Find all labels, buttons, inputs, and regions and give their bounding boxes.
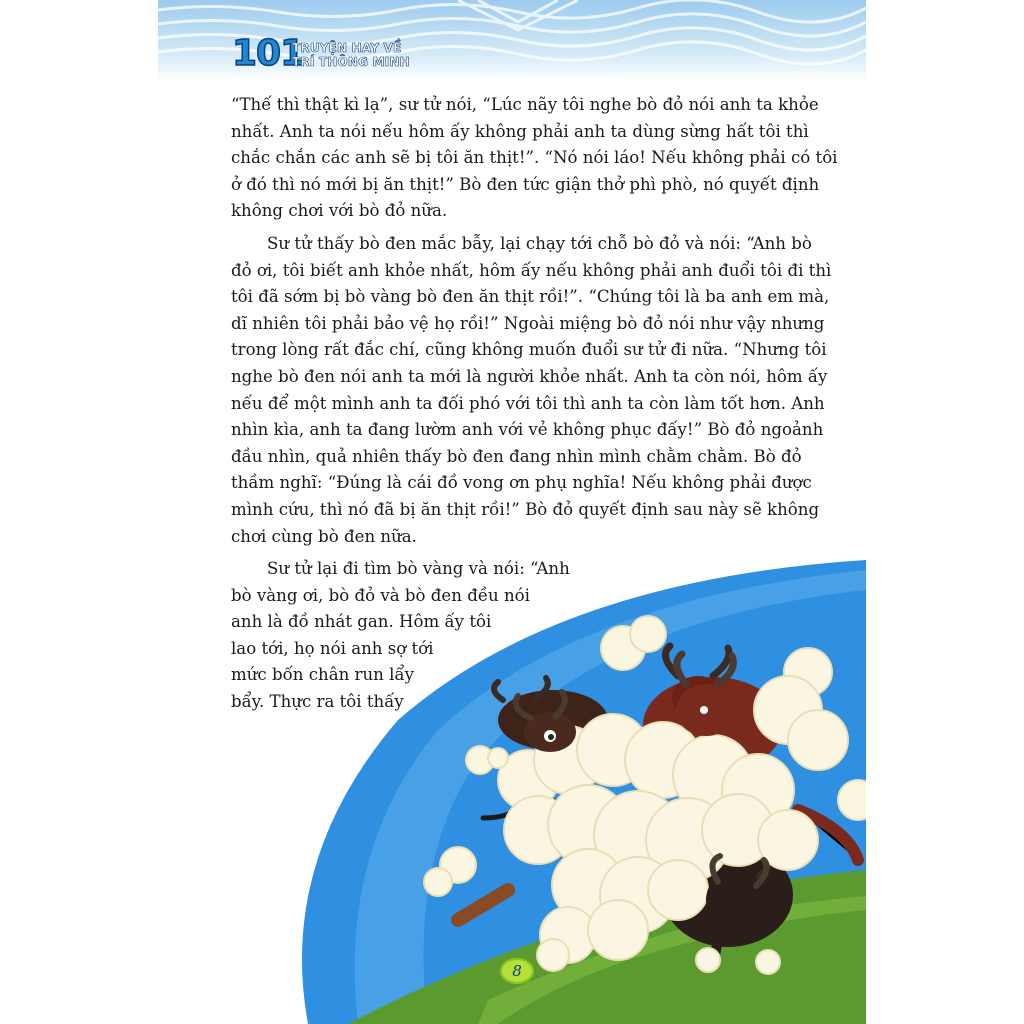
page-number: 8 — [512, 962, 522, 980]
text-line: bẩy. Thực ra tôi thấy — [231, 692, 404, 712]
text-line: nhìn kìa, anh ta đang lườm anh với vẻ không phục đấy!” Bò đỏ ngoảnh — [231, 420, 824, 440]
text-line: đầu nhìn, quả nhiên thấy bò đen đang nhìn mình chằm chằm. Bò đỏ — [231, 446, 802, 466]
text-line: thầm nghĩ: “Đúng là cái đồ vong ơn phụ nghĩa! Nếu không phải được — [231, 473, 812, 493]
text-line: lao tới, họ nói anh sợ tới — [231, 638, 434, 658]
text-line: mình cứu, thì nó đã bị ăn thịt rồi!” Bò đỏ quyết định sau này sẽ không — [231, 499, 820, 519]
paragraph-1 — [231, 92, 838, 225]
series-logo — [232, 34, 432, 78]
text-line: Sư tử thấy bò đen mắc bẫy, lại chạy tới chỗ bò đỏ và nói: “Anh bò — [267, 233, 812, 253]
logo-line-2: TRÍ THÔNG MINH — [292, 55, 410, 69]
text-line: trong lòng rất đắc chí, cũng không muốn đuổi sư tử đi nữa. “Nhưng tôi — [231, 340, 827, 360]
text-line: bò vàng ơi, bò đỏ và bò đen đều nói — [231, 585, 530, 605]
text-line: chơi cùng bò đen nữa. — [231, 526, 417, 546]
text-line: anh là đồ nhát gan. Hôm ấy tôi — [231, 612, 492, 632]
book-page — [158, 0, 866, 1024]
text-line: nghe bò đen nói anh ta mới là người khỏe nhất. Anh ta còn nói, hôm ấy — [231, 366, 828, 386]
header-band — [158, 0, 866, 80]
text-line: nếu để một mình anh ta đối phó với tôi thì anh ta còn làm tốt hơn. Anh — [231, 393, 825, 413]
text-line: tôi đã sớm bị bò vàng bò đen ăn thịt rồi!”. “Chúng tôi là ba anh em mà, — [231, 287, 830, 307]
logo-line-1: TRUYỆN HAY VỀ — [292, 41, 402, 55]
text-line: dĩ nhiên tôi phải bảo vệ họ rồi!” Ngoài miệng bò đỏ nói như vậy nhưng — [231, 313, 825, 333]
page-number-badge — [500, 958, 534, 984]
text-line: ở đó thì nó mới bị ăn thịt!” Bò đen tức giận thở phì phò, nó quyết định — [231, 174, 820, 194]
text-line: đỏ ơi, tôi biết anh khỏe nhất, hôm ấy nếu không phải anh đuổi tôi đi thì — [231, 260, 832, 280]
paragraph-2 — [231, 231, 831, 550]
paragraph-3 — [231, 556, 831, 716]
text-line: Sư tử lại đi tìm bò vàng và nói: “Anh — [267, 559, 570, 579]
logo-number: 101 — [232, 33, 305, 74]
text-line: nhất. Anh ta nói nếu hôm ấy không phải anh ta dùng sừng hất tôi thì — [231, 121, 809, 141]
text-line: “Thế thì thật kì lạ”, sư tử nói, “Lúc nãy tôi nghe bò đỏ nói anh ta khỏe — [231, 95, 819, 114]
text-line: chắc chắn các anh sẽ bị tôi ăn thịt!”. “Nó nói láo! Nếu không phải có tôi — [231, 148, 838, 168]
text-line: không chơi với bò đỏ nữa. — [231, 201, 448, 221]
story-text — [231, 92, 838, 722]
text-line: mức bốn chân run lẩy — [231, 665, 414, 685]
